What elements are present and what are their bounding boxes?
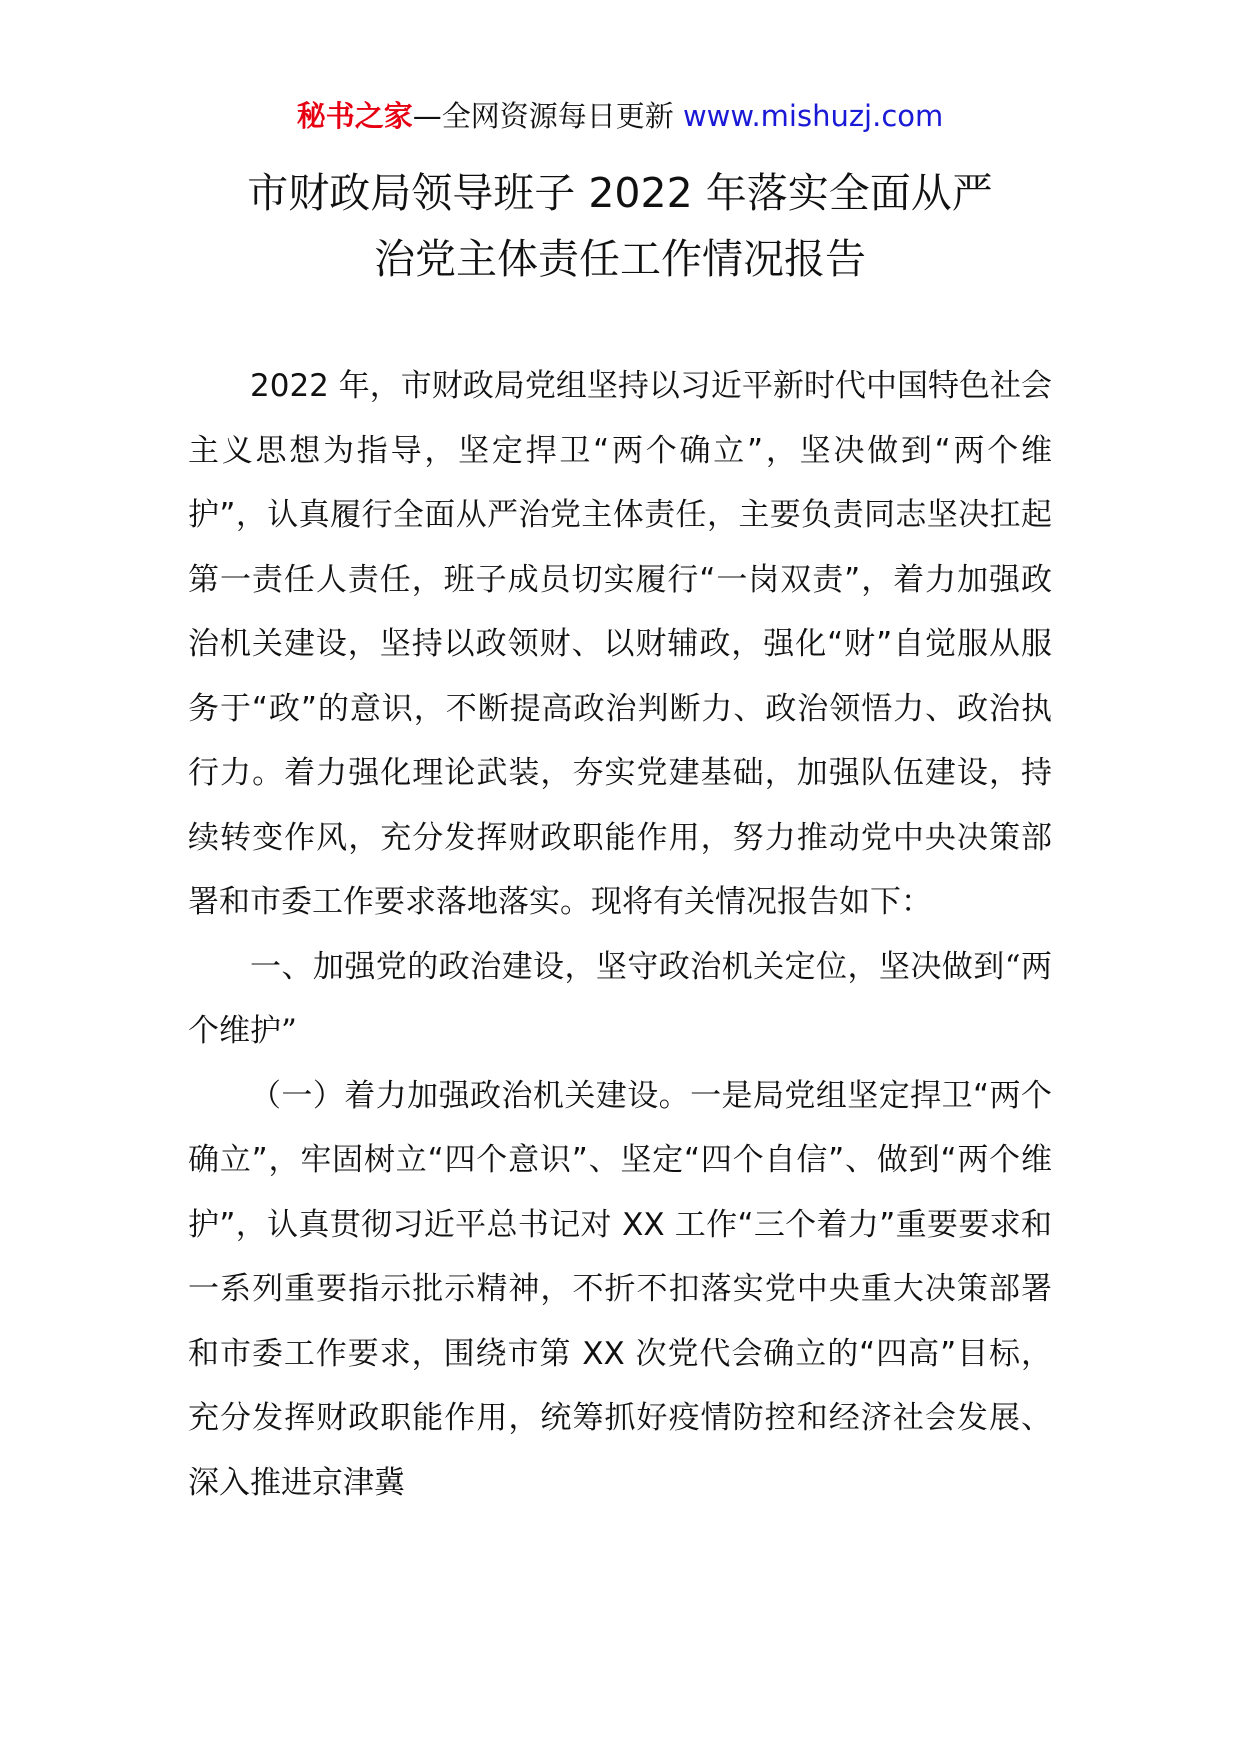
header-tagline: —全网资源每日更新 [412, 99, 674, 133]
intro-paragraph: 2022 年，市财政局党组坚持以习近平新时代中国特色社会主义思想为指导，坚定捍卫“两个确立”，坚决做到“两个维护”，认真履行全面从严治党主体责任，主要负责同志坚决扛起第一责任人责任，班子成员切实履行“一岗双责”，着力加强政治机关建设，坚持以政领财、以财辅政，强化“财”自觉服从服务于“政”的意识，不断提高政治判断力、政治领悟力、政治执行力。着力强化理论武装，夯实党建基础，加强队伍建设，持续转变作风，充分发挥财政职能作用，努力推动党中央决策部署和市委工作要求落地落实。现将有关情况报告如下： [188, 368, 1052, 920]
watermark-header [0, 96, 1240, 136]
title-line-2: 治党主体责任工作情况报告 [374, 235, 866, 283]
section-1-heading: 一、加强党的政治建设，坚守政治机关定位，坚决做到“两个维护” [188, 948, 1052, 1049]
title-line-1: 市财政局领导班子 2022 年落实全面从严 [247, 169, 993, 217]
header-url-link[interactable]: www.mishuzj.com [682, 99, 944, 133]
document-body [188, 354, 1052, 1515]
document-title [0, 160, 1240, 292]
section-1-item-1-paragraph: （一）着力加强政治机关建设。一是局党组坚定捍卫“两个确立”，牢固树立“四个意识”、坚定“四个自信”、做到“两个维护”，认真贯彻习近平总书记对 XX 工作“三个着力”重要要求和一系列重要指示批示精神，不折不扣落实党中央重大决策部署和市委工作要求，围绕市第 XX 次党代会确立的“四高”目标，充分发挥财政职能作用，统筹抓好疫情防控和经济社会发展、深入推进京津冀 [188, 1077, 1052, 1501]
header-brand: 秘书之家 [296, 99, 413, 133]
